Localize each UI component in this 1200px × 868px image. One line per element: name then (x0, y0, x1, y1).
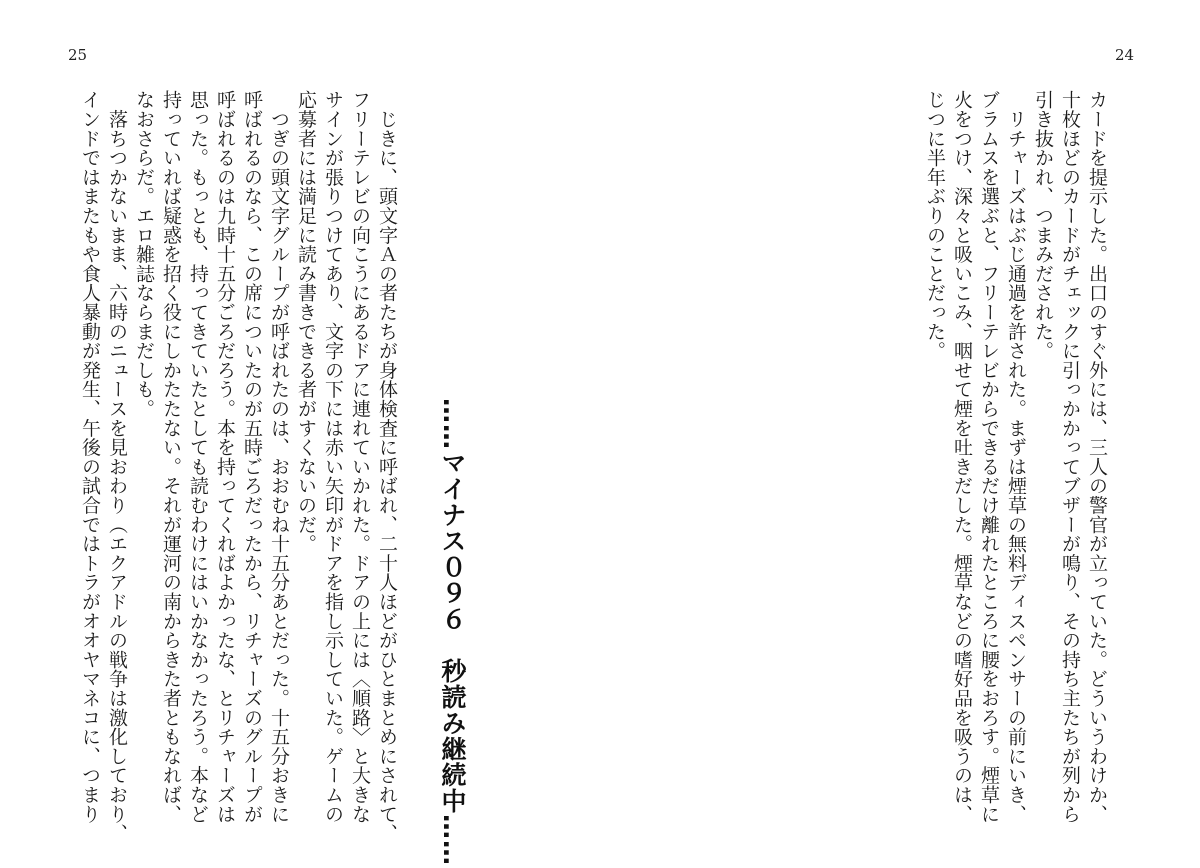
left-column: なおさらだ。エロ雑誌ならまだしも。 (133, 90, 155, 419)
page-number-left: 25 (68, 46, 88, 64)
right-column: 引き抜かれ、つまみだされた。 (1032, 90, 1054, 361)
right-column: カードを提示した。出口のすぐ外には、三人の警官が立っていた。どういうわけか、 (1086, 90, 1108, 824)
left-column: 思った。もっとも、持ってきていたとしても読むわけにはいかなかったろう。本など (187, 90, 209, 824)
left-column: 持っていれば疑惑を招く役にしかたたない。それが運河の南からきた者ともなれば、 (160, 90, 182, 824)
left-column: フリーテレビの向こうにあるドアに連れていかれた。ドアの上には〈順路〉と大きな (349, 90, 371, 824)
page-number-right: 24 (1115, 46, 1135, 64)
left-column: サインが張りつけてあり、文字の下には赤い矢印がドアを指し示していた。ゲームの (322, 90, 344, 824)
chapter-heading: ……マイナス０９６ 秒読み継続中…… (438, 398, 467, 866)
left-column: 呼ばれるのは九時十五分ごろだろう。本を持ってくればよかったな、とリチャーズは (214, 90, 236, 824)
left-column: つぎの頭文字グループが呼ばれたのは、おおむね十五分あとだった。十五分おきに (268, 90, 290, 824)
right-column: 火をつけ、深々と吸いこみ、咽せて煙を吐きだした。煙草などの嗜好品を吸うのは、 (951, 90, 973, 824)
left-column: 落ちつかないまま、六時のニュースを見おわり（エクアドルの戦争は激化しており、 (106, 90, 128, 843)
right-column: ブラムスを選ぶと、フリーテレビからできるだけ離れたところに腰をおろす。煙草に (978, 90, 1000, 824)
right-column: 十枚ほどのカードがチェックに引っかかってブザーが鳴り、その持ち主たちが列から (1059, 90, 1081, 824)
left-column: インドではまたもや食人暴動が発生、午後の試合ではトラがオオヤマネコに、つまり (79, 90, 101, 824)
left-column: 応募者には満足に読み書きできる者がすくないのだ。 (295, 90, 317, 554)
left-column: じきに、頭文字Ａの者たちが身体検査に呼ばれ、二十人ほどがひとまとめにされて、 (376, 90, 398, 843)
left-column: 呼ばれるのなら、この席についたのが五時ごろだったから、リチャーズのグループが (241, 90, 263, 824)
right-page-body (921, 90, 1110, 824)
right-column: リチャーズはぶじ通過を許された。まずは煙草の無料ディスペンサーの前にいき、 (1005, 90, 1027, 824)
right-column: じつに半年ぶりのことだった。 (924, 90, 946, 361)
left-page-body (76, 90, 400, 843)
